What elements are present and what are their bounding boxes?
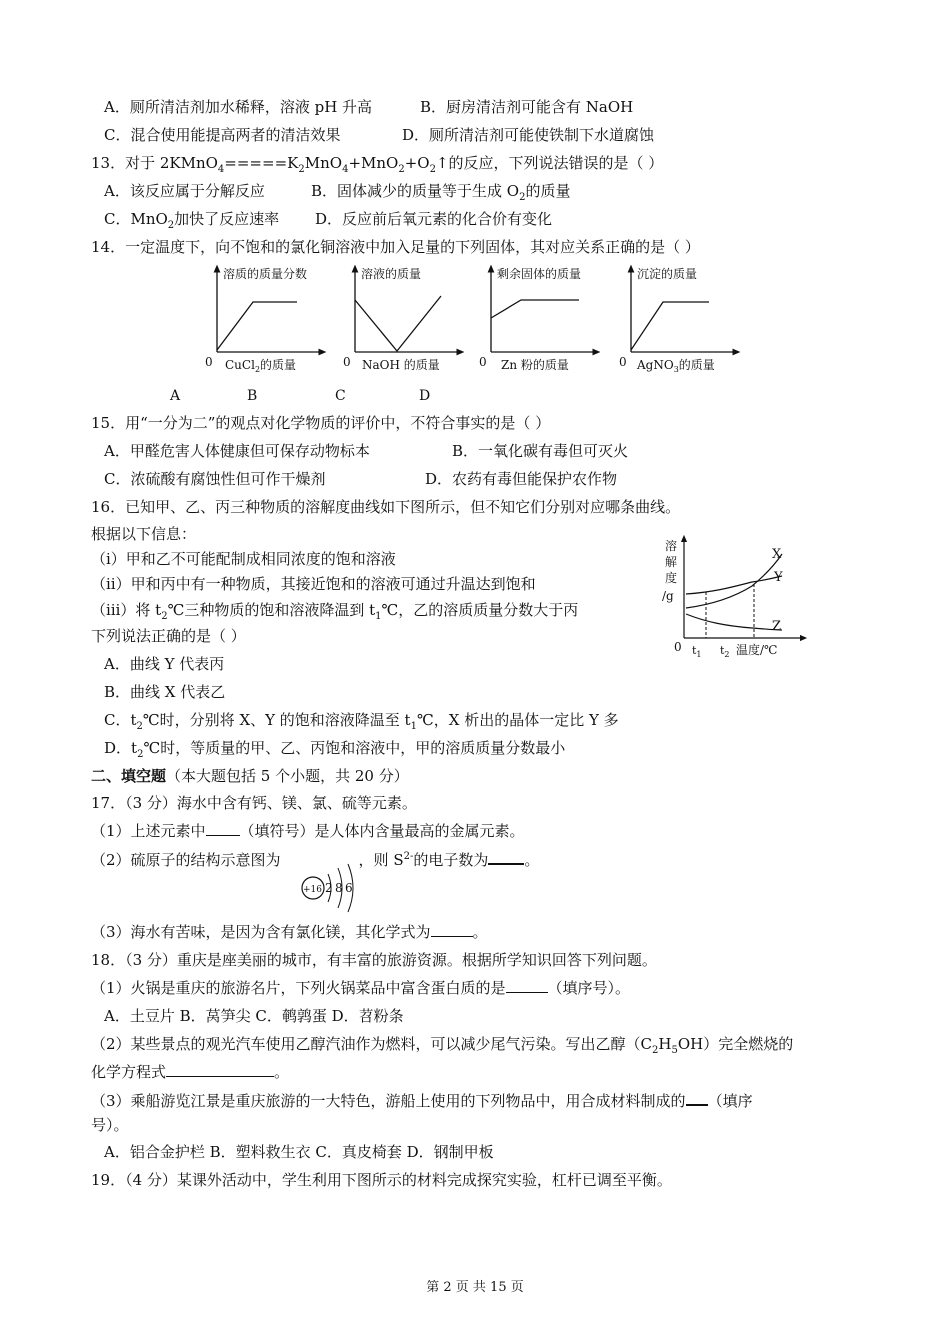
graph-c-xlabel: Zn 粉的质量	[501, 358, 569, 372]
q16-condition-ii: （ⅱ）甲和丙中有一种物质，其接近饱和的溶液可通过升温达到饱和	[91, 575, 536, 593]
solubility-ylabel-3: 度	[665, 571, 678, 585]
graph-d-origin: 0	[619, 355, 627, 369]
q17-part-2: （2）硫原子的结构示意图为 ，则 $S^{2-}$的电子数为 。	[91, 851, 540, 869]
curve-x-label: X	[772, 547, 782, 562]
graph-b-ylabel: 溶液的质量	[361, 267, 422, 281]
q18-part-1-options: A．土豆片 B．莴笋尖 C．鹌鹑蛋 D．苕粉条	[104, 1007, 404, 1025]
q18-part-3-line2: 号）。	[91, 1116, 129, 1134]
q18-stem: 18．（3 分）重庆是座美丽的城市，有丰富的旅游资源。根据所学知识回答下列问题。	[91, 951, 657, 969]
q18-part-2: （2）某些景点的观光汽车使用乙醇汽油作为燃料，可以减少尾气污染。写出乙醇$(C_2H_5OH)$完全燃烧的	[91, 1035, 794, 1056]
graph-d-letter: D	[419, 388, 431, 404]
q17-part-1: （1）上述元素中 （填符号）是人体内含量最高的金属元素。	[91, 822, 525, 840]
q16-option-c: C．$t_2℃$时，分别将 X、Y 的饱和溶液降温至 $t_1℃$，X 析出的晶体一定比 Y 多	[104, 711, 619, 732]
nucleus-charge: +16	[303, 885, 322, 895]
graph-d-curve	[631, 302, 709, 350]
q16-stem: 16．已知甲、乙、丙三种物质的溶解度曲线如下图所示，但不知它们分别对应哪条曲线。	[91, 498, 681, 516]
q16-condition-i: （ⅰ）甲和乙不可能配制成相同浓度的饱和溶液	[91, 550, 396, 568]
page-number: 第 2 页 共 15 页	[426, 1280, 524, 1295]
q12-option-a: A．厕所清洁剂加水稀释，溶液 pH 升高	[104, 98, 373, 116]
solubility-origin: 0	[674, 640, 682, 654]
q18-part-3: （3）乘船游览江景是重庆旅游的一大特色，游船上使用的下列物品中，用合成材料制成的 （填序	[91, 1092, 753, 1110]
q16-option-b: B．曲线 X 代表乙	[104, 683, 226, 701]
q13-option-c: C．MnO$_2$加快了反应速率	[104, 210, 280, 231]
graph-c-letter: C	[335, 388, 346, 404]
q18-blank-2[interactable]	[166, 1062, 274, 1077]
graph-a-letter: A	[170, 388, 181, 404]
curve-y	[686, 576, 782, 594]
q18-part-3-options: A．铝合金护栏 B．塑料救生衣 C．真皮椅套 D．钢制甲板	[104, 1143, 494, 1161]
q19-stem: 19．（4 分）某课外活动中，学生利用下图所示的材料完成探究实验，杠杆已调至平衡。	[91, 1171, 672, 1189]
graph-c	[335, 266, 597, 404]
curve-y-label: Y	[774, 570, 783, 585]
t2-label: $t_2$	[720, 644, 730, 659]
solubility-xlabel: 温度/℃	[736, 643, 778, 657]
q18-blank-3[interactable]	[686, 1090, 708, 1106]
q12-option-d: D．厕所清洁剂可能使铁制下水道腐蚀	[402, 126, 655, 144]
curve-z	[686, 614, 782, 630]
q12-option-c: C．混合使用能提高两者的清洁效果	[104, 126, 341, 144]
graph-a-ylabel: 溶质的质量分数	[223, 267, 308, 281]
graph-d	[419, 266, 737, 404]
q18-part-1: （1）火锅是重庆的旅游名片，下列火锅菜品中富含蛋白质的是 （填序号）。	[91, 979, 631, 997]
curve-z-label: Z	[772, 619, 782, 634]
graph-c-curve	[491, 300, 579, 318]
q13-option-a: A．该反应属于分解反应	[104, 182, 265, 200]
section-2-heading: 二、填空题（本大题包括 5 个小题，共 20 分）	[91, 767, 409, 785]
graph-b-curve	[355, 296, 441, 351]
graph-c-origin: 0	[479, 355, 487, 369]
q16-question: 下列说法正确的是（ ）	[91, 627, 246, 645]
t1-label: $t_1$	[692, 644, 702, 659]
graph-d-xlabel: AgNO$_3$的质量	[637, 358, 715, 374]
graph-a	[169, 266, 323, 404]
graph-a-xlabel: CuCl$_2$的质量	[225, 358, 297, 374]
q15-option-c: C．浓硫酸有腐蚀性但可作干燥剂	[104, 470, 326, 488]
q15-option-b: B．一氧化碳有毒但可灭火	[452, 442, 629, 460]
graph-b-origin: 0	[343, 355, 351, 369]
sulfur-atom-diagram	[298, 862, 368, 914]
graph-d-ylabel: 沉淀的质量	[637, 267, 698, 281]
graph-a-origin: 0	[205, 355, 213, 369]
q17-blank-1[interactable]	[206, 821, 240, 836]
q17-part-3: （3）海水有苦味，是因为含有氯化镁，其化学式为 。	[91, 923, 488, 941]
q16-condition-iii: （ⅲ）将 $t_2℃$三种物质的饱和溶液降温到 $t_1℃$，乙的溶质质量分数大于丙	[91, 601, 579, 622]
q18-part-2-line2: 化学方程式 。	[91, 1063, 290, 1081]
q15-option-d: D．农药有毒但能保护农作物	[425, 470, 618, 488]
q14-stem: 14．一定温度下，向不饱和的氯化铜溶液中加入足量的下列固体，其对应关系正确的是（ ）	[91, 238, 700, 256]
graph-b-letter: B	[247, 388, 258, 404]
q18-blank-1[interactable]	[506, 978, 548, 993]
q15-stem: 15．用“一分为二”的观点对化学物质的评价中，不符合事实的是（ ）	[91, 414, 551, 432]
shell-1: 2	[325, 881, 333, 895]
solubility-ylabel-4: /g	[662, 589, 674, 603]
q17-stem: 17．（3 分）海水中含有钙、镁、氯、硫等元素。	[91, 794, 417, 812]
q13-stem: 13．对于 $2KMnO_4=====K_2MnO_4+MnO_2+O_2↑$的反应，下列说法错误的是（ ）	[91, 154, 664, 175]
q14-graphs	[170, 262, 755, 412]
q17-blank-2[interactable]	[488, 849, 524, 865]
shell-3: 6	[345, 881, 353, 895]
q16-info: 根据以下信息：	[91, 525, 197, 543]
graph-b-xlabel: NaOH 的质量	[362, 358, 440, 372]
solubility-chart	[656, 534, 806, 664]
q13-option-d: D．反应前后氧元素的化合价有变化	[315, 210, 553, 228]
q15-option-a: A．甲醛危害人体健康但可保存动物标本	[104, 442, 370, 460]
solubility-ylabel-1: 溶	[665, 539, 678, 553]
q12-option-b: B．厨房清洁剂可能含有 NaOH	[420, 98, 634, 116]
solubility-ylabel-2: 解	[665, 555, 678, 569]
q16-option-d: D．$t_2℃$时，等质量的甲、乙、丙饱和溶液中，甲的溶质质量分数最小	[104, 739, 566, 760]
graph-c-ylabel: 剩余固体的质量	[497, 267, 582, 281]
q16-option-a: A．曲线 Y 代表丙	[104, 655, 225, 673]
graph-a-curve	[217, 302, 297, 350]
shell-2: 8	[335, 881, 343, 895]
q17-blank-3[interactable]	[431, 922, 473, 937]
q13-option-b: B．固体减少的质量等于生成 $O_2$的质量	[311, 182, 571, 203]
graph-b	[247, 266, 461, 404]
curve-x	[686, 554, 782, 608]
